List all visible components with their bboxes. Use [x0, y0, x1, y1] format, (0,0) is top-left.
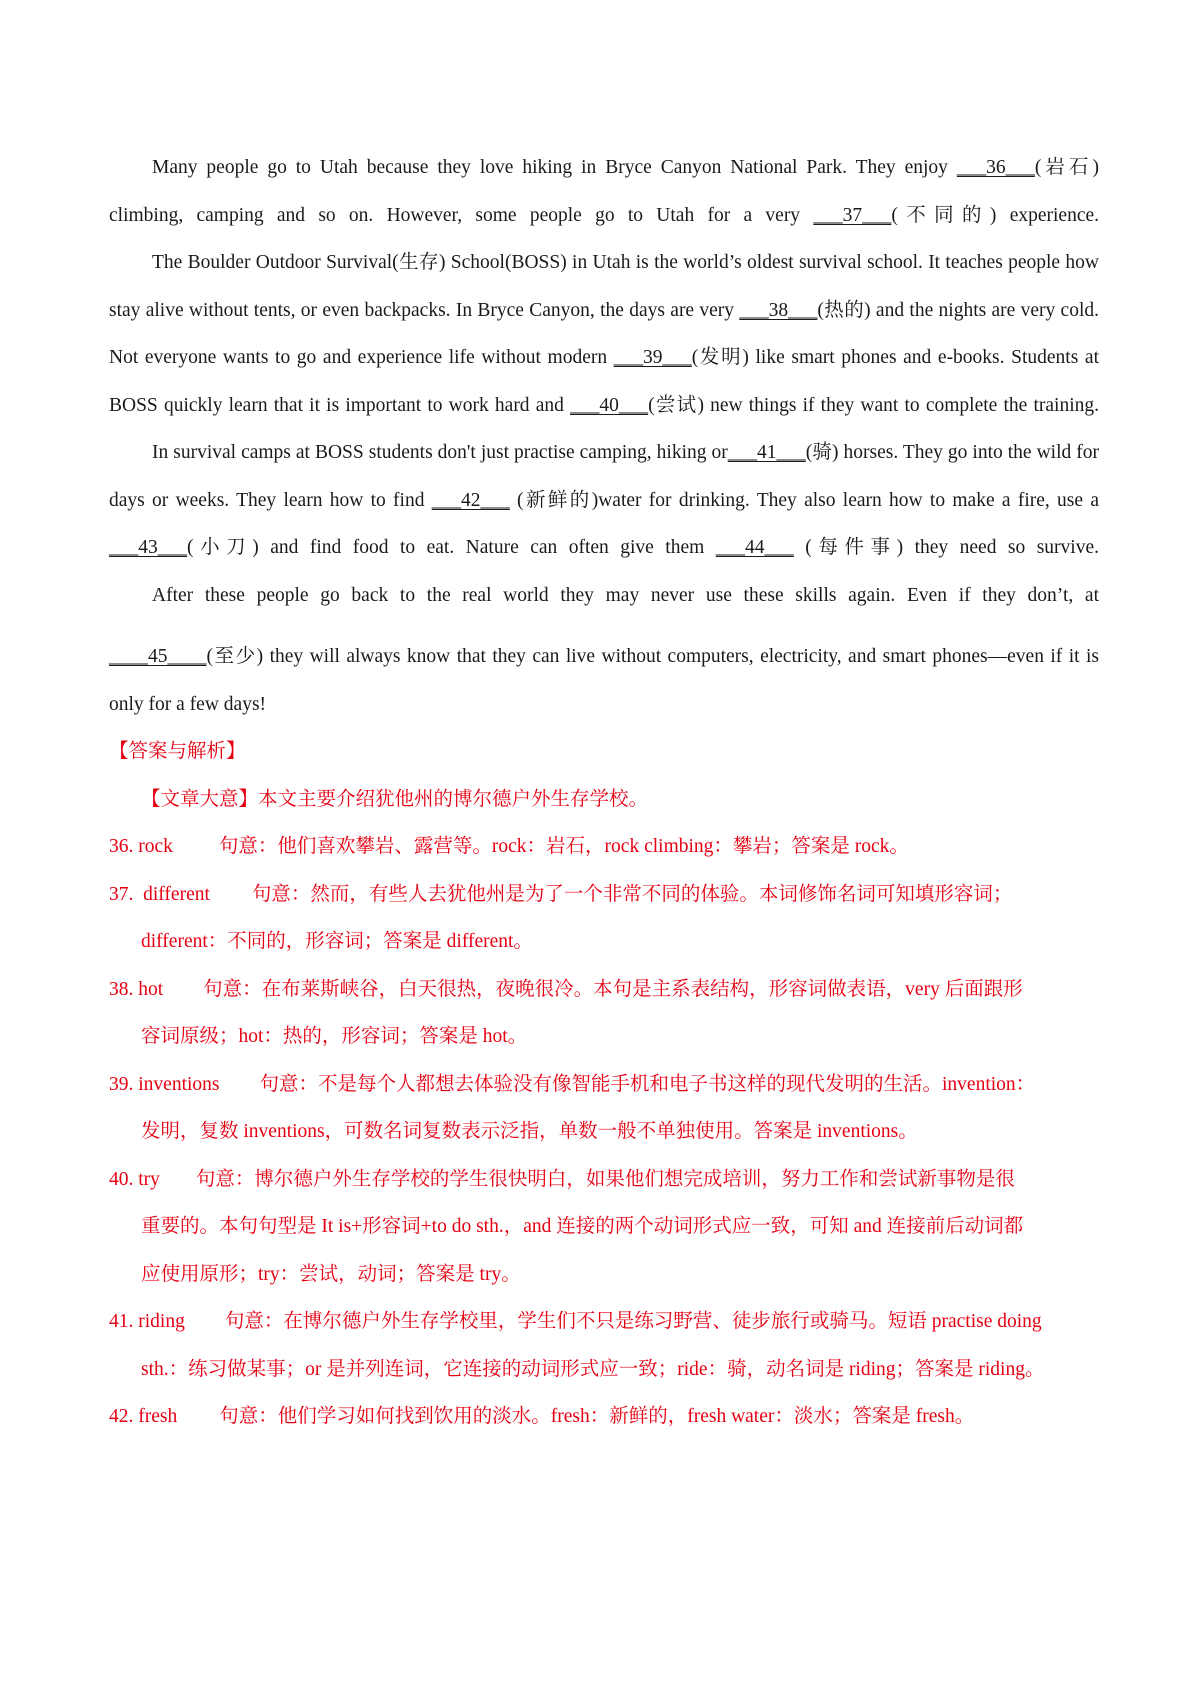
answer-37 — [109, 871, 1099, 966]
answer-explanation: 句意：不是每个人都想去体验没有像智能手机和电子书这样的现代发明的生活。invention： — [259, 1073, 1036, 1095]
answer-42 — [109, 1393, 1099, 1441]
blank-41[interactable]: ___41___ — [727, 442, 806, 463]
answer-explanation: 句意：博尔德户外生存学校的学生很快明白，如果他们想完成培训，努力工作和尝试新事物是很 — [195, 1168, 1015, 1190]
text-run: In survival camps at BOSS students don't just practise camping, hiking or — [152, 442, 728, 463]
answer-explanation: 句意：他们喜欢攀岩、露营等。rock：岩石，rock climbing：攀岩；答案是 rock。 — [218, 836, 909, 857]
text-run: (小刀) and find food to eat. Nature can often give them — [187, 537, 716, 558]
text-run: (每件事) they need so survive. — [793, 537, 1100, 558]
answer-explanation: 句意：在博尔德户外生存学校里，学生们不只是练习野营、徒步旅行或骑马。短语 practise doing — [224, 1311, 1042, 1332]
spacer — [185, 1298, 225, 1346]
passage-paragraph-2 — [109, 239, 1099, 429]
answer-number: 41. riding — [109, 1311, 185, 1332]
answer-continuation: different：不同的，形容词；答案是 different。 — [141, 931, 533, 952]
answer-continuation: sth.：练习做某事；or 是并列连词，它连接的动词形式应一致；ride：骑，动名词是 riding；答案是 riding。 — [141, 1358, 1045, 1380]
answer-number: 40. try — [109, 1168, 160, 1190]
text-run: (至少) they will always know that they can live without computers, electricity, and smart phones—even if it is only for a few days! — [109, 646, 1099, 715]
blank-36[interactable]: ___36___ — [956, 157, 1035, 178]
answer-number: 38. hot — [109, 978, 164, 1000]
text-run: (尝试) new things if they want to complete the training. — [648, 394, 1099, 416]
spacer — [160, 1156, 196, 1204]
answer-explanation: 句意：在布莱斯峡谷，白天很热，夜晚很冷。本句是主系表结构，形容词做表语，very 后面跟形 — [203, 978, 1023, 1000]
passage-paragraph-3 — [109, 429, 1099, 572]
spacer — [220, 1061, 260, 1109]
blank-45[interactable]: ____45____ — [109, 646, 207, 667]
blank-42[interactable]: ___42___ — [431, 489, 510, 511]
answer-continuation: 容词原级；hot：热的，形容词；答案是 hot。 — [141, 1026, 528, 1047]
answer-41 — [109, 1298, 1099, 1393]
text-run: (不同的) experience. — [891, 204, 1099, 226]
text-run: The Boulder Outdoor Survival(生存) School(BOSS) in Utah is the world’s oldest survival school. It teaches people how stay alive without tents, or even backpacks. In Bryce Canyon, the days are very — [109, 252, 1099, 321]
answer-40 — [109, 1156, 1099, 1299]
text-run: (岩石) climbing, camping and so on. However, some people go to Utah for a very — [109, 157, 1099, 226]
spacer — [163, 966, 203, 1014]
answer-continuation: 应使用原形；try：尝试，动词；答案是 try。 — [141, 1263, 521, 1285]
spacer — [177, 1393, 219, 1441]
blank-38[interactable]: ___38___ — [739, 299, 818, 321]
blank-43[interactable]: ___43___ — [109, 537, 187, 558]
answer-heading: 【答案与解析】 — [109, 741, 246, 762]
text-run: (热的) and the nights are very cold. Not everyone wants to go and experience life without modern — [109, 299, 1100, 368]
answer-number: 39. inventions — [109, 1073, 220, 1095]
document-page — [109, 144, 1099, 1441]
text-run: After these people go back to the real world they may never use these skills again. Even if they don’t, at — [152, 584, 1099, 606]
blank-37[interactable]: ___37___ — [813, 204, 892, 226]
blank-40[interactable]: ___40___ — [570, 394, 649, 416]
answer-36 — [109, 823, 1099, 871]
answer-39 — [109, 1061, 1099, 1156]
spacer — [210, 871, 252, 919]
answer-explanation: 句意：然而，有些人去犹他州是为了一个非常不同的体验。本词修饰名词可知填形容词； — [251, 883, 1013, 905]
answer-continuation: 重要的。本句句型是 It is+形容词+to do sth.，and 连接的两个动词形式应一致，可知 and 连接前后动词都 — [141, 1216, 1024, 1237]
passage-paragraph-4b — [109, 633, 1099, 728]
answer-38 — [109, 966, 1099, 1061]
answer-continuation: 发明，复数 inventions，可数名词复数表示泛指，单数一般不单独使用。答案是 inventions。 — [141, 1121, 918, 1142]
blank-44[interactable]: ___44___ — [715, 537, 794, 558]
text-run: Many people go to Utah because they love hiking in Bryce Canyon National Park. They enjoy — [152, 157, 957, 178]
passage-paragraph-4a — [109, 572, 1099, 620]
blank-39[interactable]: ___39___ — [613, 347, 692, 368]
answer-number: 37. different — [109, 883, 210, 905]
answer-number: 42. fresh — [109, 1406, 178, 1427]
answer-number: 36. rock — [109, 836, 173, 857]
text-run: (新鲜的)water for drinking. They also learn how to make a fire, use a — [509, 489, 1099, 511]
passage-paragraph-1 — [109, 144, 1099, 239]
answer-section — [109, 728, 1099, 1441]
spacer — [173, 823, 219, 871]
text-run: (骑) horses. They go into the wild for days or weeks. They learn how to find — [109, 442, 1099, 511]
text-run: (发明) like smart phones and e-books. Students at BOSS quickly learn that it is important to work hard and — [109, 347, 1099, 416]
answer-explanation: 句意：他们学习如何找到饮用的淡水。fresh：新鲜的，fresh water：淡水；答案是 fresh。 — [219, 1406, 975, 1427]
article-summary: 【文章大意】本文主要介绍犹他州的博尔德户外生存学校。 — [141, 788, 649, 810]
